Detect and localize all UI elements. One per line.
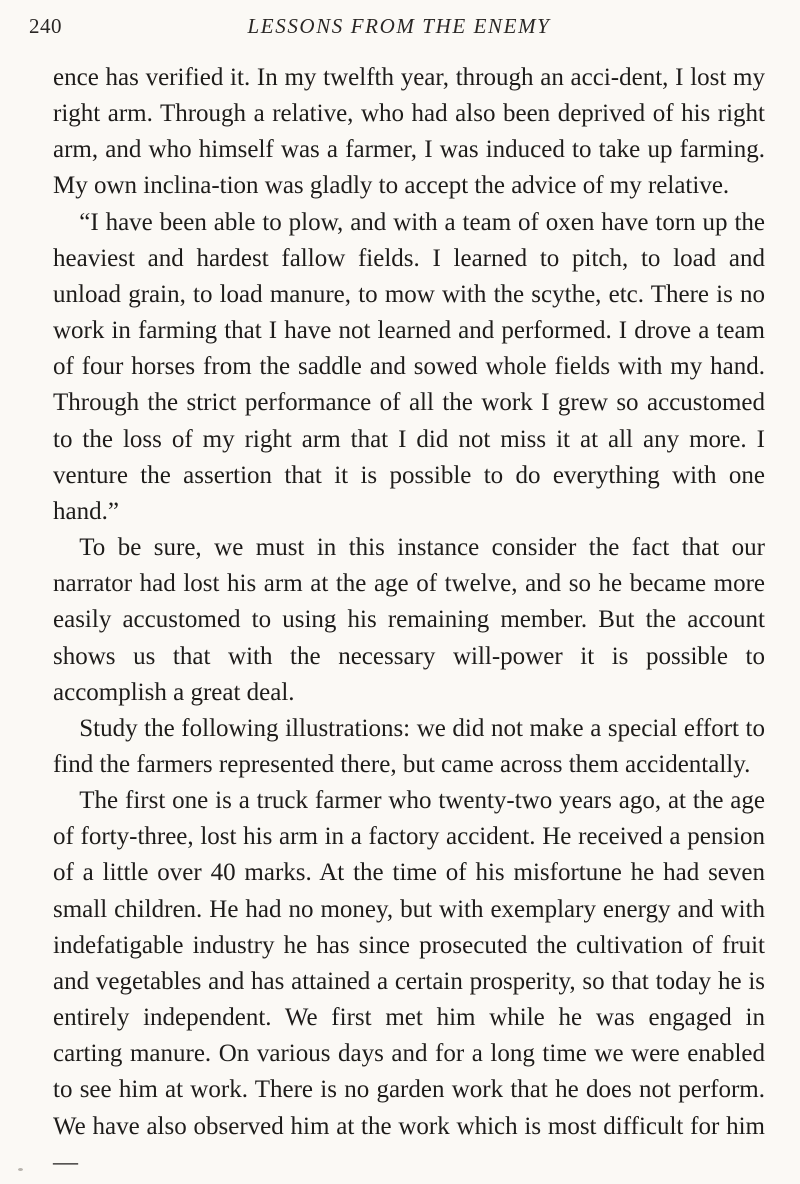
paragraph: To be sure, we must in this instance consider the fact that our narrator had lost his arm at the age of twelve, and so he became more easily accustomed to using his remaining member. But the account shows us that with the necessary will-power it is possible to accomplish a great deal.: [53, 534, 765, 706]
body-text: [53, 60, 765, 1181]
page-number: 240: [29, 14, 62, 38]
page-header: [29, 14, 739, 40]
paragraph: The first one is a truck farmer who twenty-two years ago, at the age of forty-three, lost his arm in a factory accident. He received a pension of a little over 40 marks. At the time of his misfortune he had seven small children. He had no money, but with exemplary energy and with indefatigable industry he has since prosecuted the cultivation of fruit and vegetables and has attained a certain prosperity, so that today he is entirely independent. We first met him while he was engaged in carting manure. On various days and for a long time we were enabled to see him at work. There is no garden work that he does not perform. We have also observed him at the work which is most difficult for him—: [53, 787, 765, 1176]
paragraph: Study the following illustrations: we did not make a special effort to find the farmers represented there, but came across them accidentally.: [53, 714, 765, 778]
running-head: LESSONS FROM THE ENEMY: [247, 14, 551, 38]
paragraph: “I have been able to plow, and with a team of oxen have torn up the heaviest and hardest fallow fields. I learned to pitch, to load and unload grain, to load manure, to mow with the scythe, etc. There is no work in farming that I have not learned and performed. I drove a team of four horses from the saddle and sowed whole fields with my hand. Through the strict performance of all the work I grew so accustomed to the loss of my right arm that I did not miss it at all any more. I venture the assertion that it is possible to do everything with one hand.”: [53, 208, 765, 525]
paper-speck: [18, 1168, 23, 1171]
paragraph: ence has verified it. In my twelfth year, through an acci-dent, I lost my right arm. Through a relative, who had also been deprived of his right arm, and who himself was a farmer, I was induced to take up farming. My own inclina-tion was gladly to accept the advice of my relative.: [53, 64, 765, 200]
